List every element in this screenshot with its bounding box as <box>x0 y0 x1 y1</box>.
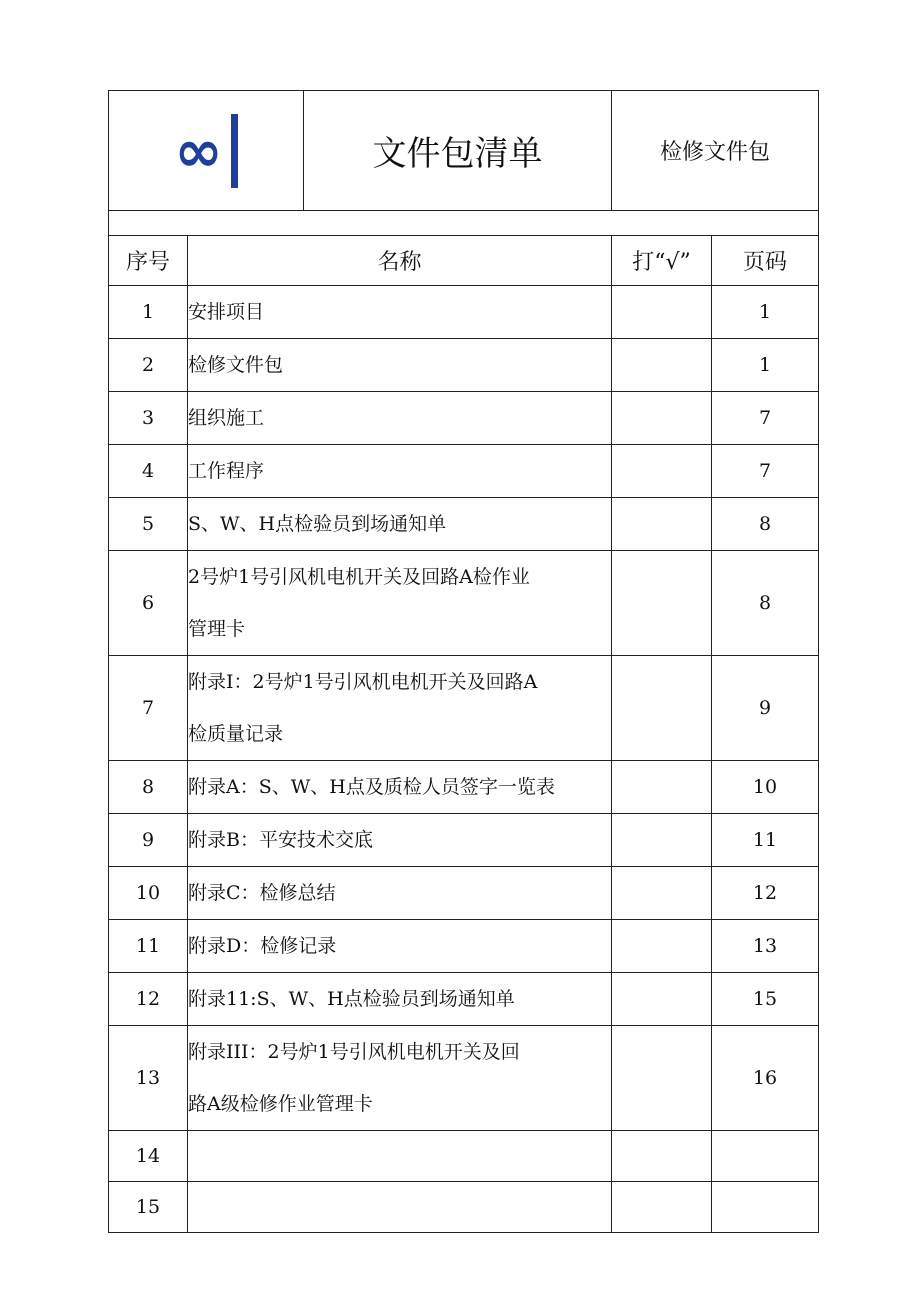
row-number: 5 <box>109 498 188 551</box>
row-check-box[interactable] <box>612 814 712 867</box>
row-name: 安排项目 <box>188 286 612 339</box>
file-package-table <box>108 90 819 1233</box>
table-row <box>109 498 819 551</box>
document-title: 文件包清单 <box>304 91 612 211</box>
row-page-number: 1 <box>712 286 819 339</box>
row-name: 附录C：检修总结 <box>188 867 612 920</box>
logo-bar-icon <box>231 114 238 188</box>
col-header-no: 序号 <box>109 236 188 286</box>
row-page-number: 16 <box>712 1026 819 1131</box>
row-name <box>188 1182 612 1233</box>
row-number: 3 <box>109 392 188 445</box>
row-number: 11 <box>109 920 188 973</box>
table-row <box>109 920 819 973</box>
row-check-box[interactable] <box>612 286 712 339</box>
table-row <box>109 445 819 498</box>
row-name: 工作程序 <box>188 445 612 498</box>
row-check-box[interactable] <box>612 656 712 761</box>
row-check-box[interactable] <box>612 339 712 392</box>
row-page-number <box>712 1182 819 1233</box>
row-number: 15 <box>109 1182 188 1233</box>
table-body <box>109 286 819 1233</box>
header-row <box>109 91 819 211</box>
row-check-box[interactable] <box>612 920 712 973</box>
row-name: 附录A：S、W、H点及质检人员签字一览表 <box>188 761 612 814</box>
row-page-number: 10 <box>712 761 819 814</box>
row-check-box[interactable] <box>612 1182 712 1233</box>
row-number: 6 <box>109 551 188 656</box>
row-page-number: 7 <box>712 445 819 498</box>
row-page-number: 13 <box>712 920 819 973</box>
row-name <box>188 1026 612 1131</box>
row-name: 检修文件包 <box>188 339 612 392</box>
row-number: 8 <box>109 761 188 814</box>
infinity-icon: ∞ <box>174 116 223 185</box>
row-check-box[interactable] <box>612 973 712 1026</box>
row-name-line: 检质量记录 <box>188 723 284 745</box>
table-row <box>109 973 819 1026</box>
table-row <box>109 551 819 656</box>
row-name <box>188 1131 612 1182</box>
row-page-number: 12 <box>712 867 819 920</box>
row-name: S、W、H点检验员到场通知单 <box>188 498 612 551</box>
col-header-check: 打“√” <box>612 236 712 286</box>
row-number: 14 <box>109 1131 188 1182</box>
row-number: 1 <box>109 286 188 339</box>
col-header-name: 名称 <box>188 236 612 286</box>
row-page-number: 1 <box>712 339 819 392</box>
row-number: 10 <box>109 867 188 920</box>
logo-cell <box>109 91 304 211</box>
row-name-line: 管理卡 <box>188 618 246 640</box>
row-number: 4 <box>109 445 188 498</box>
table-row <box>109 339 819 392</box>
row-page-number: 8 <box>712 498 819 551</box>
row-check-box[interactable] <box>612 551 712 656</box>
row-name <box>188 656 612 761</box>
document-category: 检修文件包 <box>612 91 819 211</box>
row-page-number: 7 <box>712 392 819 445</box>
row-number: 9 <box>109 814 188 867</box>
row-number: 12 <box>109 973 188 1026</box>
table-row <box>109 656 819 761</box>
table-row <box>109 867 819 920</box>
company-logo <box>174 114 237 188</box>
row-check-box[interactable] <box>612 1131 712 1182</box>
column-header-row <box>109 236 819 286</box>
row-name: 附录11:S、W、H点检验员到场通知单 <box>188 973 612 1026</box>
table-row <box>109 1026 819 1131</box>
row-page-number: 9 <box>712 656 819 761</box>
table-row <box>109 1131 819 1182</box>
row-number: 2 <box>109 339 188 392</box>
row-number: 13 <box>109 1026 188 1131</box>
table-row <box>109 761 819 814</box>
table-row <box>109 392 819 445</box>
table-row <box>109 286 819 339</box>
row-page-number: 15 <box>712 973 819 1026</box>
spacer-row <box>109 211 819 236</box>
row-name-line: 附录III：2号炉1号引风机电机开关及回 <box>188 1041 520 1063</box>
row-check-box[interactable] <box>612 392 712 445</box>
row-check-box[interactable] <box>612 761 712 814</box>
row-name-line: 路A级检修作业管理卡 <box>188 1093 373 1115</box>
row-check-box[interactable] <box>612 1026 712 1131</box>
row-name-line: 2号炉1号引风机电机开关及回路A检作业 <box>188 566 530 588</box>
table-row <box>109 1182 819 1233</box>
row-name: 附录D：检修记录 <box>188 920 612 973</box>
row-page-number <box>712 1131 819 1182</box>
row-check-box[interactable] <box>612 498 712 551</box>
row-page-number: 8 <box>712 551 819 656</box>
row-name <box>188 551 612 656</box>
row-number: 7 <box>109 656 188 761</box>
row-page-number: 11 <box>712 814 819 867</box>
row-name-line: 附录I：2号炉1号引风机电机开关及回路A <box>188 671 538 693</box>
row-name: 组织施工 <box>188 392 612 445</box>
col-header-page: 页码 <box>712 236 819 286</box>
row-check-box[interactable] <box>612 867 712 920</box>
row-name: 附录B：平安技术交底 <box>188 814 612 867</box>
row-check-box[interactable] <box>612 445 712 498</box>
table-row <box>109 814 819 867</box>
